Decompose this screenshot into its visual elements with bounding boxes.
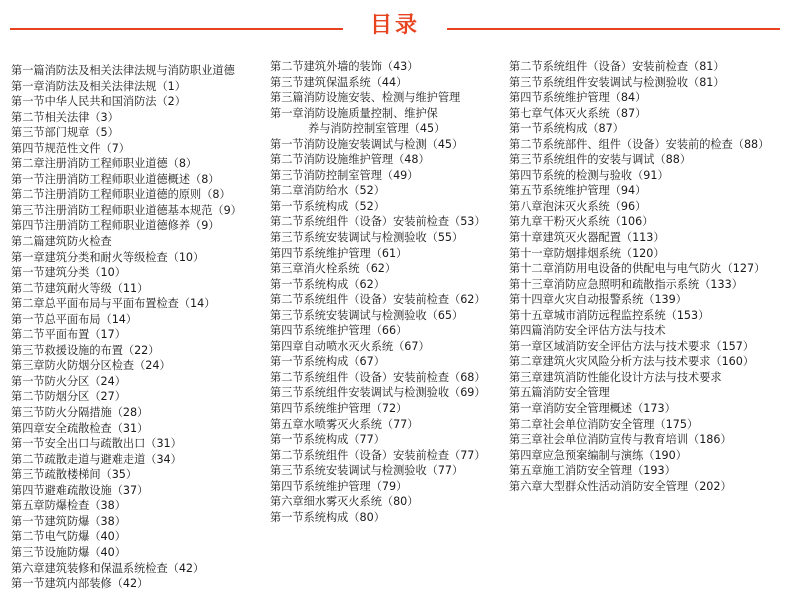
toc-entry: 第四章自动喷水灭火系统（67） (270, 339, 430, 353)
toc-entry: 第一节注册消防工程师职业道德概述（8） (11, 172, 220, 186)
toc-entry: 第四节避难疏散设施（37） (11, 483, 149, 497)
toc-column-2 (270, 59, 486, 525)
toc-entry: 第二章总平面布局与平面布置检查（14） (11, 297, 216, 311)
toc-entry: 第六章细水雾灭火系统（80） (270, 495, 419, 509)
toc-entry: 第五章水喷雾灭火系统（77） (270, 417, 419, 431)
toc-entry: 第四节系统维护管理（66） (270, 324, 408, 338)
toc-entry: 第二节系统组件（设备）安装前检查（62） (270, 293, 486, 307)
toc-entry: 第二章消防给水（52） (270, 184, 385, 198)
toc-entry: 第三节防火分隔措施（28） (11, 406, 149, 420)
toc-entry: 第一篇消防法及相关法律法规与消防职业道德 (11, 64, 235, 77)
toc-entry: 第四节系统维护管理（79） (270, 479, 408, 493)
toc-entry: 第三节建筑保温系统（44） (270, 75, 408, 89)
toc-entry: 第十二章消防用电设备的供配电与电气防火（127） (509, 262, 766, 276)
toc-entry: 第四节系统维护管理（72） (270, 402, 408, 416)
toc-entry: 第七章气体灭火系统（87） (509, 106, 647, 120)
toc-entry: 第二节建筑外墙的装饰（43） (270, 60, 419, 73)
toc-entry: 第三节系统安装调试与检测验收（77） (270, 464, 464, 478)
toc-entry: 第一节建筑分类（10） (11, 266, 126, 280)
toc-entry: 第三节疏散楼梯间（35） (11, 468, 138, 482)
toc-entry: 第三节部门规章（5） (11, 126, 119, 140)
toc-entry: 第三节设施防爆（40） (11, 545, 126, 559)
toc-entry: 第一节系统构成（52） (270, 199, 385, 213)
toc-entry: 第二节系统组件（设备）安装前检查（68） (270, 370, 486, 384)
toc-entry: 第四节规范性文件（7） (11, 141, 130, 155)
toc-entry: 第二节注册消防工程师职业道德的原则（8） (11, 188, 231, 202)
toc-entry: 第一节安全出口与疏散出口（31） (11, 437, 182, 451)
toc-entry: 第二节相关法律（3） (11, 110, 119, 124)
toc-entry: 第一章建筑分类和耐火等级检查（10） (11, 250, 205, 264)
toc-entry: 第六章建筑装修和保温系统检查（42） (11, 561, 205, 575)
toc-entry: 第二节消防设施维护管理（48） (270, 153, 430, 167)
toc-entry: 第四章应急预案编制与演练（190） (509, 448, 687, 462)
toc-entry: 第二节电气防爆（40） (11, 530, 126, 544)
toc-entry: 第一章消防法及相关法律法规（1） (11, 79, 186, 93)
toc-entry: 第八章泡沫灭火系统（96） (509, 199, 647, 213)
toc-entry: 第二节系统组件（设备）安装前检查（77） (270, 448, 486, 462)
toc-entry: 第一章区域消防安全评估方法与技术要求（157） (509, 339, 755, 353)
toc-entry: 养与消防控制室管理（45） (308, 122, 446, 136)
toc-entry: 第一节防火分区（24） (11, 374, 126, 388)
toc-entry: 第三节系统组件的安装与调试（88） (509, 153, 692, 167)
toc-entry: 第三篇消防设施安装、检测与维护管理 (270, 91, 461, 105)
toc-entry: 第一节系统构成（80） (270, 510, 385, 524)
toc-entry: 第三章消火栓系统（62） (270, 262, 397, 276)
toc-entry: 第三节注册消防工程师职业道德基本规范（9） (11, 203, 242, 217)
header (0, 6, 790, 46)
toc-entry: 第五节系统维护管理（94） (509, 184, 647, 198)
toc-entry: 第二节建筑耐火等级（11） (11, 281, 149, 295)
toc-entry: 第六章大型群众性活动消防安全管理（202） (509, 479, 732, 493)
toc-entry: 第四节系统的检测与验收（91） (509, 168, 669, 182)
toc-entry: 第四节系统维护管理（61） (270, 246, 408, 260)
toc-entry: 第一节系统构成（67） (270, 355, 385, 369)
title-rule-left (10, 28, 343, 30)
toc-entry: 第一章消防安全管理概述（173） (509, 402, 676, 416)
toc-entry: 第二节疏散走道与避难走道（34） (11, 452, 182, 466)
toc-entry: 第二章注册消防工程师职业道德（8） (11, 157, 198, 171)
toc-entry: 第三节系统安装调试与检测验收（55） (270, 231, 464, 245)
toc-entry: 第五篇消防安全管理 (509, 386, 610, 400)
toc-entry: 第二节系统组件（设备）安装前检查（53） (270, 215, 486, 229)
toc-entry: 第一节系统构成（87） (509, 122, 624, 136)
toc-entry: 第二节系统部件、组件（设备）安装前的检查（88） (509, 137, 770, 151)
toc-entry: 第一节系统构成（62） (270, 277, 385, 291)
toc-entry: 第二篇建筑防火检查 (11, 235, 112, 249)
toc-entry: 第二章社会单位消防安全管理（175） (509, 417, 699, 431)
toc-entry: 第五章施工消防安全管理（193） (509, 464, 676, 478)
toc-entry: 第三章社会单位消防宣传与教育培训（186） (509, 433, 732, 447)
toc-entry: 第二节平面布置（17） (11, 328, 126, 342)
toc-entry: 第十四章火灾自动报警系统（139） (509, 293, 687, 307)
toc-entry: 第十三章消防应急照明和疏散指示系统（133） (509, 277, 743, 291)
toc-entry: 第二节系统组件（设备）安装前检查（81） (509, 60, 725, 73)
toc-entry: 第三节救援设施的布置（22） (11, 343, 160, 357)
toc-entry: 第一节总平面布局（14） (11, 312, 138, 326)
toc-entry: 第四章安全疏散检查（31） (11, 421, 149, 435)
toc-entry: 第四节注册消防工程师职业道德修养（9） (11, 219, 220, 233)
toc-column-3 (509, 59, 769, 494)
toc-entry: 第二节防烟分区（27） (11, 390, 126, 404)
toc-entry: 第一节中华人民共和国消防法（2） (11, 95, 186, 109)
toc-entry: 第三章防火防烟分区检查（24） (11, 359, 171, 373)
toc-entry: 第十五章城市消防远程监控系统（153） (509, 308, 710, 322)
toc-entry: 第三节系统组件安装调试与检测验收（81） (509, 75, 725, 89)
toc-entry: 第一章消防设施质量控制、维护保 (270, 106, 438, 120)
toc-entry: 第十一章防烟排烟系统（120） (509, 246, 665, 260)
toc-entry: 第一节建筑防爆（38） (11, 514, 126, 528)
title-rule-right (447, 28, 780, 30)
toc-entry: 第三章建筑消防性能化设计方法与技术要求 (509, 370, 722, 384)
toc-entry: 第一节消防设施安装调试与检测（45） (270, 137, 464, 151)
toc-entry: 第十章建筑灭火器配置（113） (509, 231, 665, 245)
toc-entry: 第一节系统构成（77） (270, 433, 385, 447)
toc-entry: 第四节系统维护管理（84） (509, 91, 647, 105)
toc-entry: 第三节系统安装调试与检测验收（65） (270, 308, 464, 322)
toc-entry: 第一节建筑内部装修（42） (11, 577, 149, 591)
toc-column-1 (11, 63, 242, 592)
toc-entry: 第九章干粉灭火系统（106） (509, 215, 654, 229)
toc-entry: 第三节系统组件安装调试与检测验收（69） (270, 386, 486, 400)
toc-entry: 第三节消防控制室管理（49） (270, 168, 419, 182)
page-title: 目录 (369, 13, 420, 38)
toc-entry: 第二章建筑火灾风险分析方法与技术要求（160） (509, 355, 755, 369)
toc-entry: 第四篇消防安全评估方法与技术 (509, 324, 666, 338)
toc-entry: 第五章防爆检查（38） (11, 499, 126, 513)
